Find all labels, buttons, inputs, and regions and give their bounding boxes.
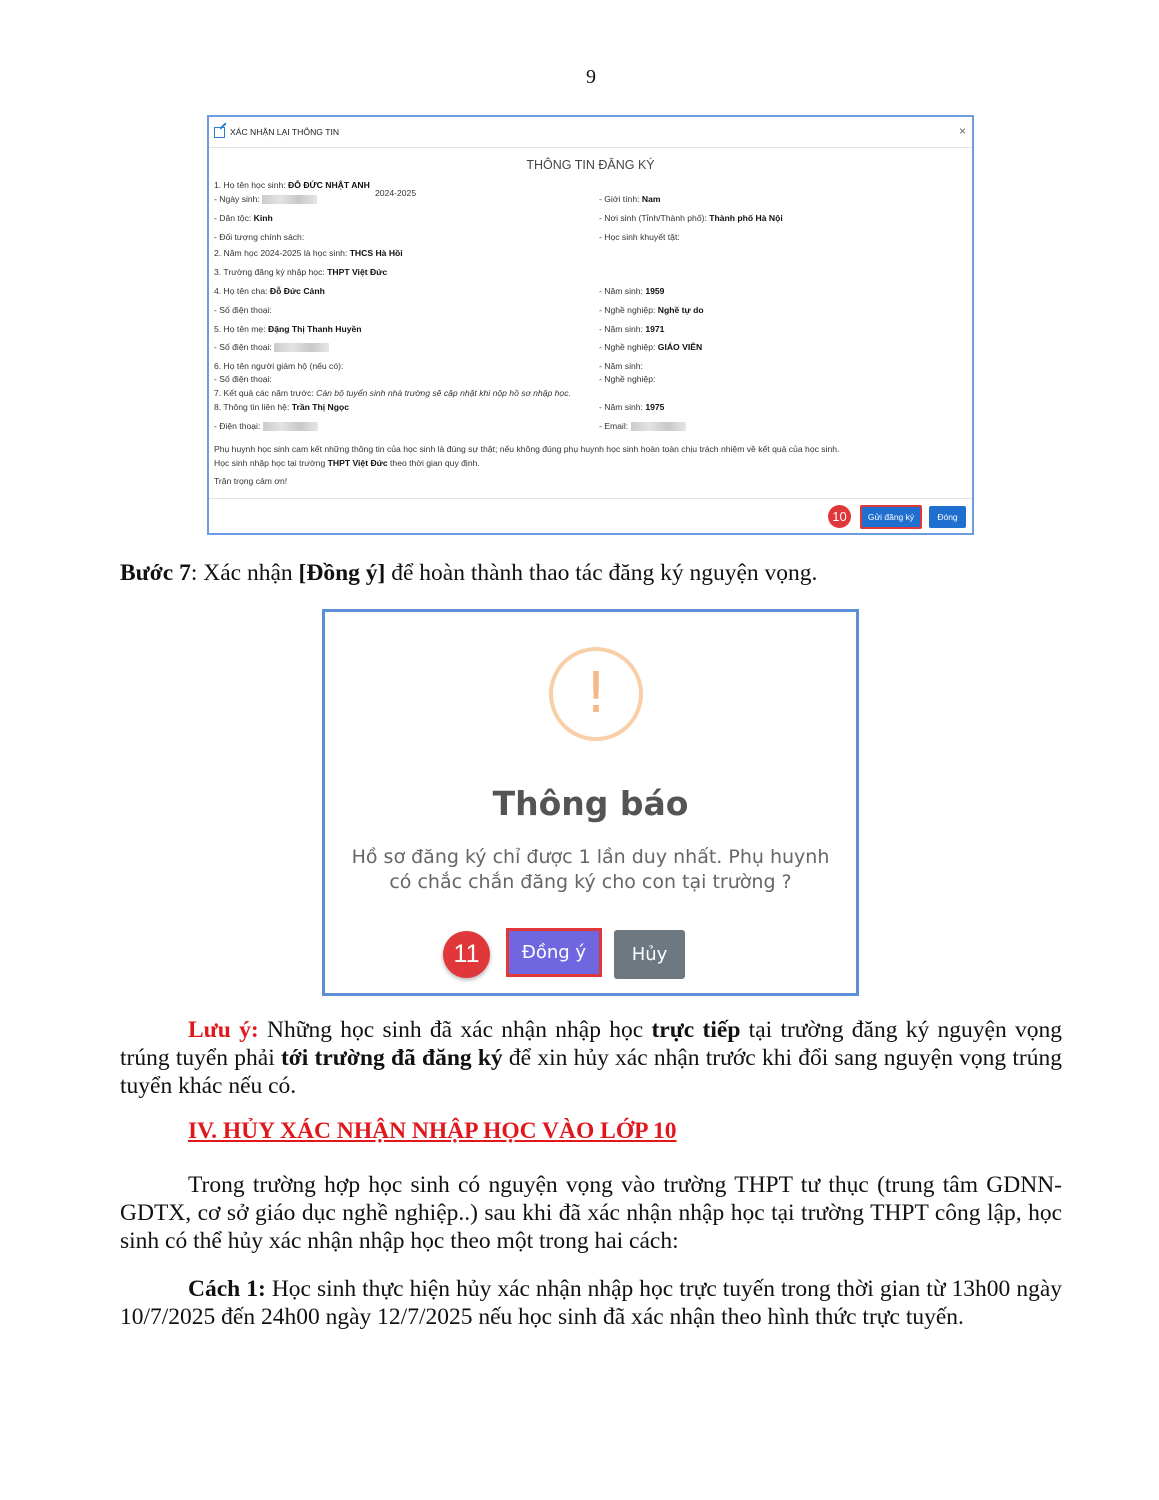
info-row — [214, 324, 362, 334]
info-row — [214, 361, 343, 371]
info-label: - Học sinh khuyết tật: — [599, 232, 680, 242]
info-label: 2. Năm học 2024-2025 là học sinh: — [214, 248, 350, 258]
info-value: Nghề tự do — [657, 305, 704, 315]
redacted-value — [274, 343, 329, 352]
info-value: 1971 — [645, 324, 665, 334]
info-row — [214, 232, 304, 242]
redacted-value — [631, 422, 686, 431]
info-label: - Năm sinh: — [599, 402, 646, 412]
step-text: : Xác nhận — [190, 560, 299, 586]
info-row — [599, 286, 664, 296]
info-label: - Nghề nghiệp: — [599, 374, 656, 384]
dialog-footer-divider — [209, 498, 972, 499]
commitment-text: Phụ huynh học sinh cam kết những thông tin của học sinh là đúng sự thật; nếu không đúng phụ huynh học sinh hoàn toàn chịu trách nhiệm về kết quả của học sinh. — [214, 444, 840, 454]
note-bold-1: trực tiếp — [651, 1017, 741, 1043]
overlay-year: 2024-2025 — [375, 188, 417, 198]
enroll-text — [214, 458, 480, 468]
info-label: - Đối tượng chính sách: — [214, 232, 305, 242]
intro-paragraph: Trong trường hợp học sinh có nguyện vọng vào trường THPT tư thục (trung tâm GDNN-GDTX, cơ sở giáo dục nghề nghiệp..) sau khi đã xác nhận nhập học tại trường THPT công lập, học sinh có thể hủy xác nhận nhập học theo một trong hai cách: — [120, 1172, 1062, 1254]
close-icon[interactable]: × — [958, 124, 966, 138]
warning-icon: ! — [549, 647, 643, 741]
step-label: Bước 7 — [120, 560, 191, 586]
info-value: Trần Thị Ngọc — [291, 402, 350, 412]
info-row — [214, 267, 387, 277]
alert-message: Hồ sơ đăng ký chỉ được 1 lần duy nhất. Phụ huynh có chắc chắn đăng ký cho con tại trường ? — [351, 846, 830, 893]
info-label: - Nghề nghiệp: — [599, 342, 658, 352]
info-value: ĐỖ ĐỨC NHẬT ANH — [288, 180, 370, 190]
step7-paragraph — [120, 559, 1062, 587]
enroll-post: theo thời gian quy định. — [387, 458, 480, 468]
redacted-value — [262, 195, 317, 204]
dialog-header — [209, 117, 972, 148]
info-row — [599, 402, 664, 412]
note-label: Lưu ý: — [188, 1017, 259, 1043]
section-iv-heading: IV. HỦY XÁC NHẬN NHẬP HỌC VÀO LỚP 10 — [188, 1118, 677, 1144]
info-label: - Nghề nghiệp: — [599, 305, 658, 315]
method1-label: Cách 1: — [188, 1276, 266, 1302]
info-row — [599, 213, 783, 223]
info-value: 1959 — [645, 286, 665, 296]
info-label: - Số điện thoại: — [214, 374, 272, 384]
info-value: THPT Việt Đức — [327, 267, 388, 277]
info-value: Đặng Thị Thanh Huyền — [267, 324, 362, 334]
alert-dialog-screenshot — [322, 609, 859, 996]
step-action: [Đồng ý] — [298, 560, 386, 586]
info-value: 1975 — [645, 402, 665, 412]
info-label: - Giới tính: — [599, 194, 642, 204]
info-value: Đỗ Đức Cảnh — [269, 286, 325, 296]
info-row — [599, 374, 655, 384]
note-paragraph — [120, 1016, 1062, 1100]
info-row — [214, 213, 273, 223]
page-number: 9 — [586, 66, 596, 88]
info-row — [214, 374, 272, 384]
info-row — [214, 402, 349, 412]
info-value: Cán bộ tuyển sinh nhà trường sẽ cập nhật khi nộp hồ sơ nhập học. — [316, 388, 571, 398]
info-row — [599, 361, 643, 371]
step-text-2: để hoàn thành thao tác đăng ký nguyện vọng. — [385, 560, 818, 586]
info-row — [599, 232, 680, 242]
dialog-title: XÁC NHẬN LẠI THÔNG TIN — [230, 127, 340, 137]
info-label: - Dân tộc: — [214, 213, 254, 223]
info-row — [214, 421, 318, 431]
info-label: 8. Thông tin liên hệ: — [214, 402, 292, 412]
step-badge-10: 10 — [828, 505, 851, 528]
info-label: - Năm sinh: — [599, 361, 643, 371]
method1-paragraph — [120, 1275, 1062, 1331]
info-value: Kinh — [253, 213, 273, 223]
alert-title: Thông báo — [492, 784, 689, 823]
method1-text: Học sinh thực hiện hủy xác nhận nhập học trực tuyến trong thời gian từ 13h00 ngày 10/7/2025 đến 24h00 ngày 12/7/2025 nếu học sinh đã xác nhận theo hình thức trực tuyến. — [120, 1276, 1062, 1330]
agree-button[interactable]: Đồng ý — [506, 928, 602, 977]
close-button[interactable]: Đóng — [929, 506, 966, 528]
info-row — [214, 305, 272, 315]
enroll-school: THPT Việt Đức — [327, 458, 388, 468]
info-label: 7. Kết quả các năm trước: — [214, 388, 317, 398]
info-label: 3. Trường đăng ký nhập học: — [214, 267, 328, 277]
edit-icon — [214, 127, 225, 138]
info-row — [599, 305, 704, 315]
confirm-info-dialog-screenshot — [207, 115, 974, 535]
info-label: - Ngày sinh: — [214, 194, 263, 204]
cancel-button[interactable]: Hủy — [614, 930, 685, 979]
info-row — [214, 248, 403, 258]
info-row — [599, 342, 702, 352]
info-row — [599, 324, 664, 334]
info-label: 5. Họ tên mẹ: — [214, 324, 268, 334]
note-text-3: để xin hủy xác nhận trước khi đổi sang nguyện vọng trúng tuyển khác nếu có. — [120, 1045, 1062, 1099]
step-badge-11: 11 — [443, 931, 490, 978]
note-text-2: tại trường đăng ký nguyện vọng trúng tuyển phải — [120, 1017, 1062, 1071]
info-label: - Năm sinh: — [599, 324, 646, 334]
info-row — [214, 194, 317, 204]
info-label: - Số điện thoại: — [214, 305, 272, 315]
info-label: - Năm sinh: — [599, 286, 646, 296]
info-label: - Email: — [599, 421, 631, 431]
section-heading: THÔNG TIN ĐĂNG KÝ — [526, 158, 655, 172]
info-row — [214, 388, 571, 398]
info-label: 1. Họ tên học sinh: — [214, 180, 289, 190]
info-label: 6. Họ tên người giám hộ (nếu có): — [214, 361, 344, 371]
info-value: THCS Hà Hồi — [349, 248, 403, 258]
info-row — [599, 421, 686, 431]
info-value: GIÁO VIÊN — [657, 342, 703, 352]
info-label: - Số điện thoại: — [214, 342, 275, 352]
enroll-pre: Học sinh nhập học tại trường — [214, 458, 328, 468]
info-value: Thành phố Hà Nội — [709, 213, 783, 223]
info-label: - Nơi sinh (Tỉnh/Thành phố): — [599, 213, 710, 223]
info-row — [214, 342, 329, 352]
info-label: - Điện thoại: — [214, 421, 263, 431]
submit-registration-button[interactable]: Gửi đăng ký — [860, 505, 922, 529]
thanks-text: Trân trọng cảm ơn! — [214, 476, 288, 486]
info-row — [214, 180, 370, 190]
info-label: 4. Họ tên cha: — [214, 286, 270, 296]
note-bold-2: tới trường đã đăng ký — [280, 1045, 503, 1071]
redacted-value — [263, 422, 318, 431]
note-text-1: Những học sinh đã xác nhận nhập học — [258, 1017, 652, 1043]
info-value: Nam — [641, 194, 661, 204]
info-row — [599, 194, 661, 204]
info-row — [214, 286, 325, 296]
